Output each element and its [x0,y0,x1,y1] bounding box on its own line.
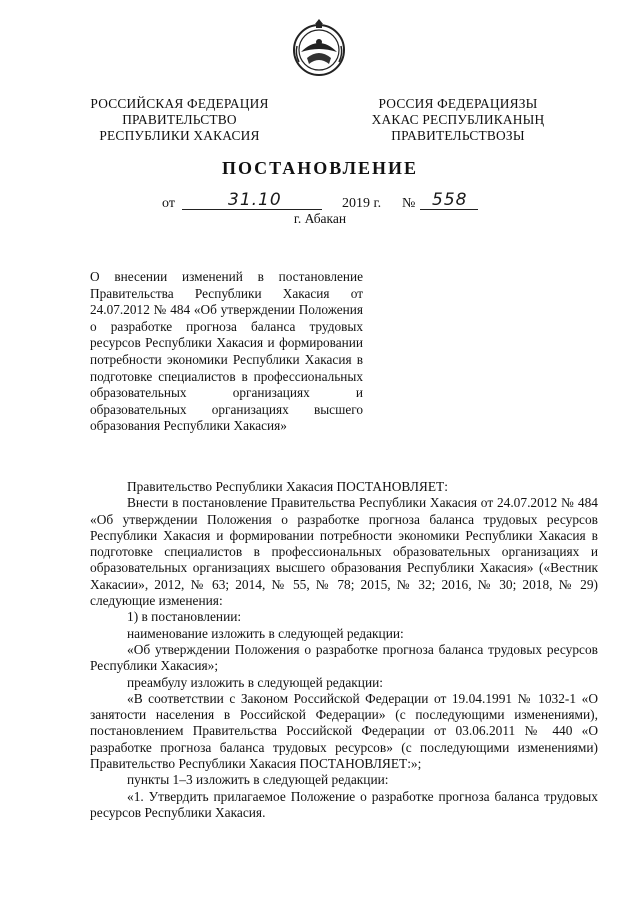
body-paragraph: «В соответствии с Законом Российской Федерации от 19.04.1991 № 1032-1 «О занятости населения в Российской Федерации» (с последующими изменениями), постановлением Правительства Российской Федерации от 03.06.2011 № 440 «О разработке прогноза баланса трудовых ресурсов» (с последующими изменениями) Правительство Республики Хакасия ПОСТАНОВЛЯЕТ:»; [90,690,598,772]
city-line: г. Абакан [293,211,347,226]
header-right-line: ПРАВИТЕЛЬСТВОЗЫ [391,128,525,143]
body-paragraph: «Об утверждении Положения о разработке прогноза баланса трудовых ресурсов Республики Хакасия»; [90,641,598,674]
header-left-block [82,96,277,144]
handwritten-number: 558 [432,190,468,210]
body-paragraph: наименование изложить в следующей редакции: [127,625,404,641]
body-paragraph: Правительство Республики Хакасия ПОСТАНОВЛЯЕТ: [127,479,448,494]
header-right-block [358,96,558,144]
header-right-line: ХАКАС РЕСПУБЛИКАНЫҢ [371,112,545,127]
body-paragraph: «1. Утвердить прилагаемое Положение о разработке прогноза баланса трудовых ресурсов Республики Хакасия. [90,788,598,820]
document-body [90,479,598,821]
header-left-line: ПРАВИТЕЛЬСТВО [122,112,237,127]
body-paragraph: преамбулу изложить в следующей редакции: [127,674,384,690]
body-paragraph: Внести в постановление Правительства Республики Хакасия от 24.07.2012 № 484 «Об утверждении Положения о разработке прогноза баланса трудовых ресурсов Республики Хакасия и формировании потребности экономики Республики Хакасия в подготовке специалистов в профессиональных образовательных организациях и образовательных организациях высшего образования Республики Хакасия» («Вестник Хакасии», 2012, № 63; 2014, № 55, № 78; 2015, № 32; 2016, № 30; 2018, № 29) следующие изменения: [90,495,598,609]
year-text: 2019 г. [342,196,382,211]
coat-of-arms-emblem-icon [289,18,349,78]
date-prefix: от [162,196,175,211]
number-sign: № [402,196,416,211]
header-left-line: РЕСПУБЛИКИ ХАКАСИЯ [99,128,260,143]
header-right-line: РОССИЯ ФЕДЕРАЦИЯЗЫ [378,96,538,111]
handwritten-date: 31.10 [228,190,282,210]
header-left-line: РОССИЙСКАЯ ФЕДЕРАЦИЯ [90,96,269,111]
document-subject: О внесении изменений в постановление Правительства Республики Хакасия от 24.07.2012 № 484 «Об утверждении Положения о разработке прогноза баланса трудовых ресурсов Республики Хакасия и формировании потребности экономики Республики Хакасия в подготовке специалистов в профессиональных образовательных организациях и образовательных организациях высшего образования Республики Хакасия» [90,269,363,434]
document-title: ПОСТАНОВЛЕНИЕ [221,158,419,178]
body-paragraph: 1) в постановлении: [127,609,242,625]
body-paragraph: пункты 1–3 изложить в следующей редакции: [127,772,389,788]
